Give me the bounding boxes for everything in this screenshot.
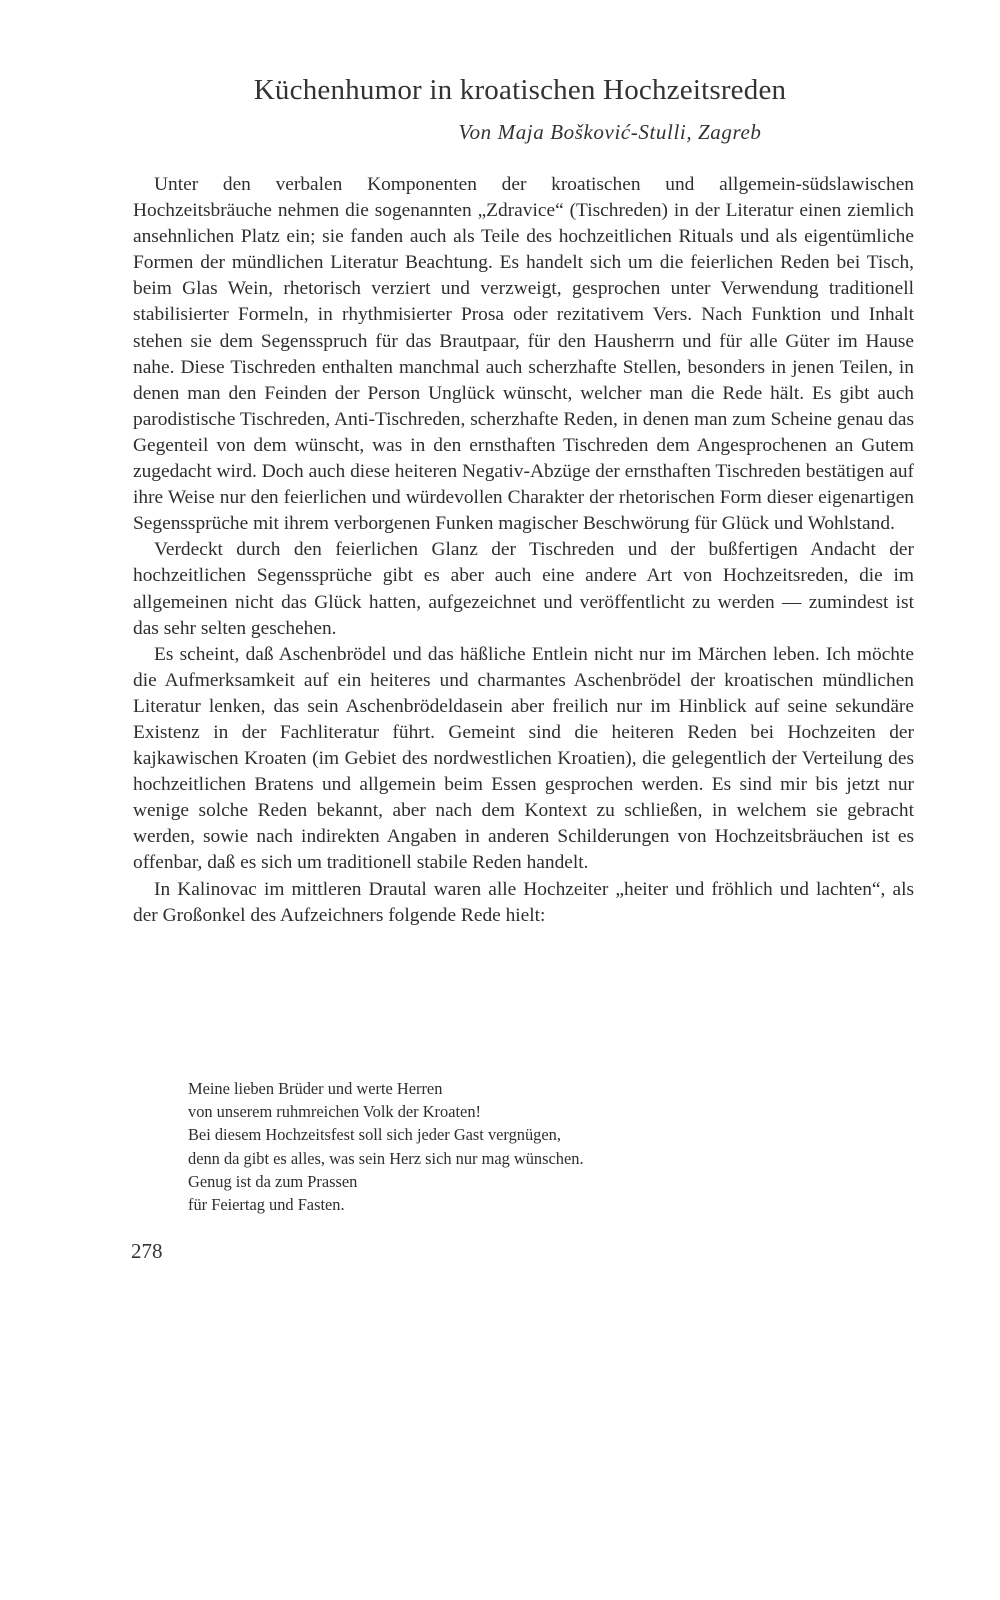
- body-paragraph: In Kalinovac im mittleren Drautal waren alle Hochzeiter „heiter und fröhlich und lachten“, als der Großonkel des Aufzeichners folgende Rede hielt:: [133, 878, 914, 926]
- body-paragraph: Unter den verbalen Komponenten der kroatischen und allgemein-südslawischen Hochzeitsbräuche nehmen die sogenannten „Zdravice“ (Tischreden) in der Literatur einen ziemlich ansehnlichen Platz ein; sie fanden auch als Teile des hochzeitlichen Rituals und als eigentümliche Formen der mündlichen Literatur Beachtung. Es handelt sich um die feierlichen Reden bei Tisch, beim Glas Wein, rhetorisch verziert und verzweigt, gesprochen unter Verwendung traditionell stabilisierter Formeln, in rhythmisierter Prosa oder rezitativem Vers. Nach Funktion und Inhalt stehen sie dem Segensspruch für das Brautpaar, für den Hausherrn und für alle Güter im Hause nahe. Diese Tischreden enthalten manchmal auch scherzhafte Stellen, besonders in jenen Teilen, in denen man den Feinden der Person Unglück wünscht, welcher man die Rede hält. Es gibt auch parodistische Tischreden, Anti-Tischreden, scherzhafte Reden, in denen man zum Scheine genau das Gegenteil von dem wünscht, was in den ernsthaften Tischreden dem Angesprochenen an Gutem zugedacht wird. Doch auch diese heiteren Negativ-Abzüge der ernsthaften Tischreden bestätigen auf ihre Weise nur den feierlichen und würdevollen Charakter der rhetorischen Form dieser eigenartigen Segenssprüche mit ihrem verborgenen Funken magischer Beschwörung für Glück und Wohlstand.: [133, 174, 914, 535]
- verse-line: denn da gibt es alles, was sein Herz sich nur mag wünschen.: [188, 1148, 584, 1168]
- verse-line: von unserem ruhmreichen Volk der Kroaten!: [188, 1102, 481, 1122]
- page-number: 278: [131, 1239, 163, 1263]
- quoted-verse: [188, 1077, 584, 1216]
- article-body: [133, 172, 914, 929]
- verse-line: Bei diesem Hochzeitsfest soll sich jeder Gast vergnügen,: [188, 1125, 561, 1145]
- article-author: Von Maja Bošković-Stulli, Zagreb: [458, 120, 762, 144]
- body-paragraph: Es scheint, daß Aschenbrödel und das häßliche Entlein nicht nur im Märchen leben. Ich möchte die Aufmerksamkeit auf ein heiteres und charmantes Aschenbrödel der kroatischen mündlichen Literatur lenken, das sein Aschenbrödeldasein aber freilich nur im Hinblick auf seine sekundäre Existenz in der Fachliteratur führt. Gemeint sind die heiteren Reden bei Hochzeiten der kajkawischen Kroaten (im Gebiet des nordwestlichen Kroatien), die gelegentlich der Verteilung des hochzeitlichen Bratens und allgemein beim Essen gesprochen werden. Es sind mir bis jetzt nur wenige solche Reden bekannt, aber nach dem Kontext zu schließen, in welchem sie gebracht werden, sowie nach indirekten Angaben in anderen Schilderungen von Hochzeitsbräuchen ist es offenbar, daß es sich um traditionell stabile Reden handelt.: [133, 643, 914, 874]
- verse-line: Meine lieben Brüder und werte Herren: [188, 1079, 443, 1098]
- body-paragraph: Verdeckt durch den feierlichen Glanz der Tischreden und der bußfertigen Andacht der hochzeitlichen Segenssprüche gibt es aber auch eine andere Art von Hochzeitsreden, die im allgemeinen nicht das Glück hatten, aufgezeichnet und veröffentlicht zu werden — zumindest ist das sehr selten geschehen.: [133, 539, 914, 639]
- article-title: Küchenhumor in kroatischen Hochzeitsreden: [253, 74, 787, 106]
- verse-line: Genug ist da zum Prassen: [188, 1171, 358, 1191]
- verse-line: für Feiertag und Fasten.: [188, 1195, 345, 1215]
